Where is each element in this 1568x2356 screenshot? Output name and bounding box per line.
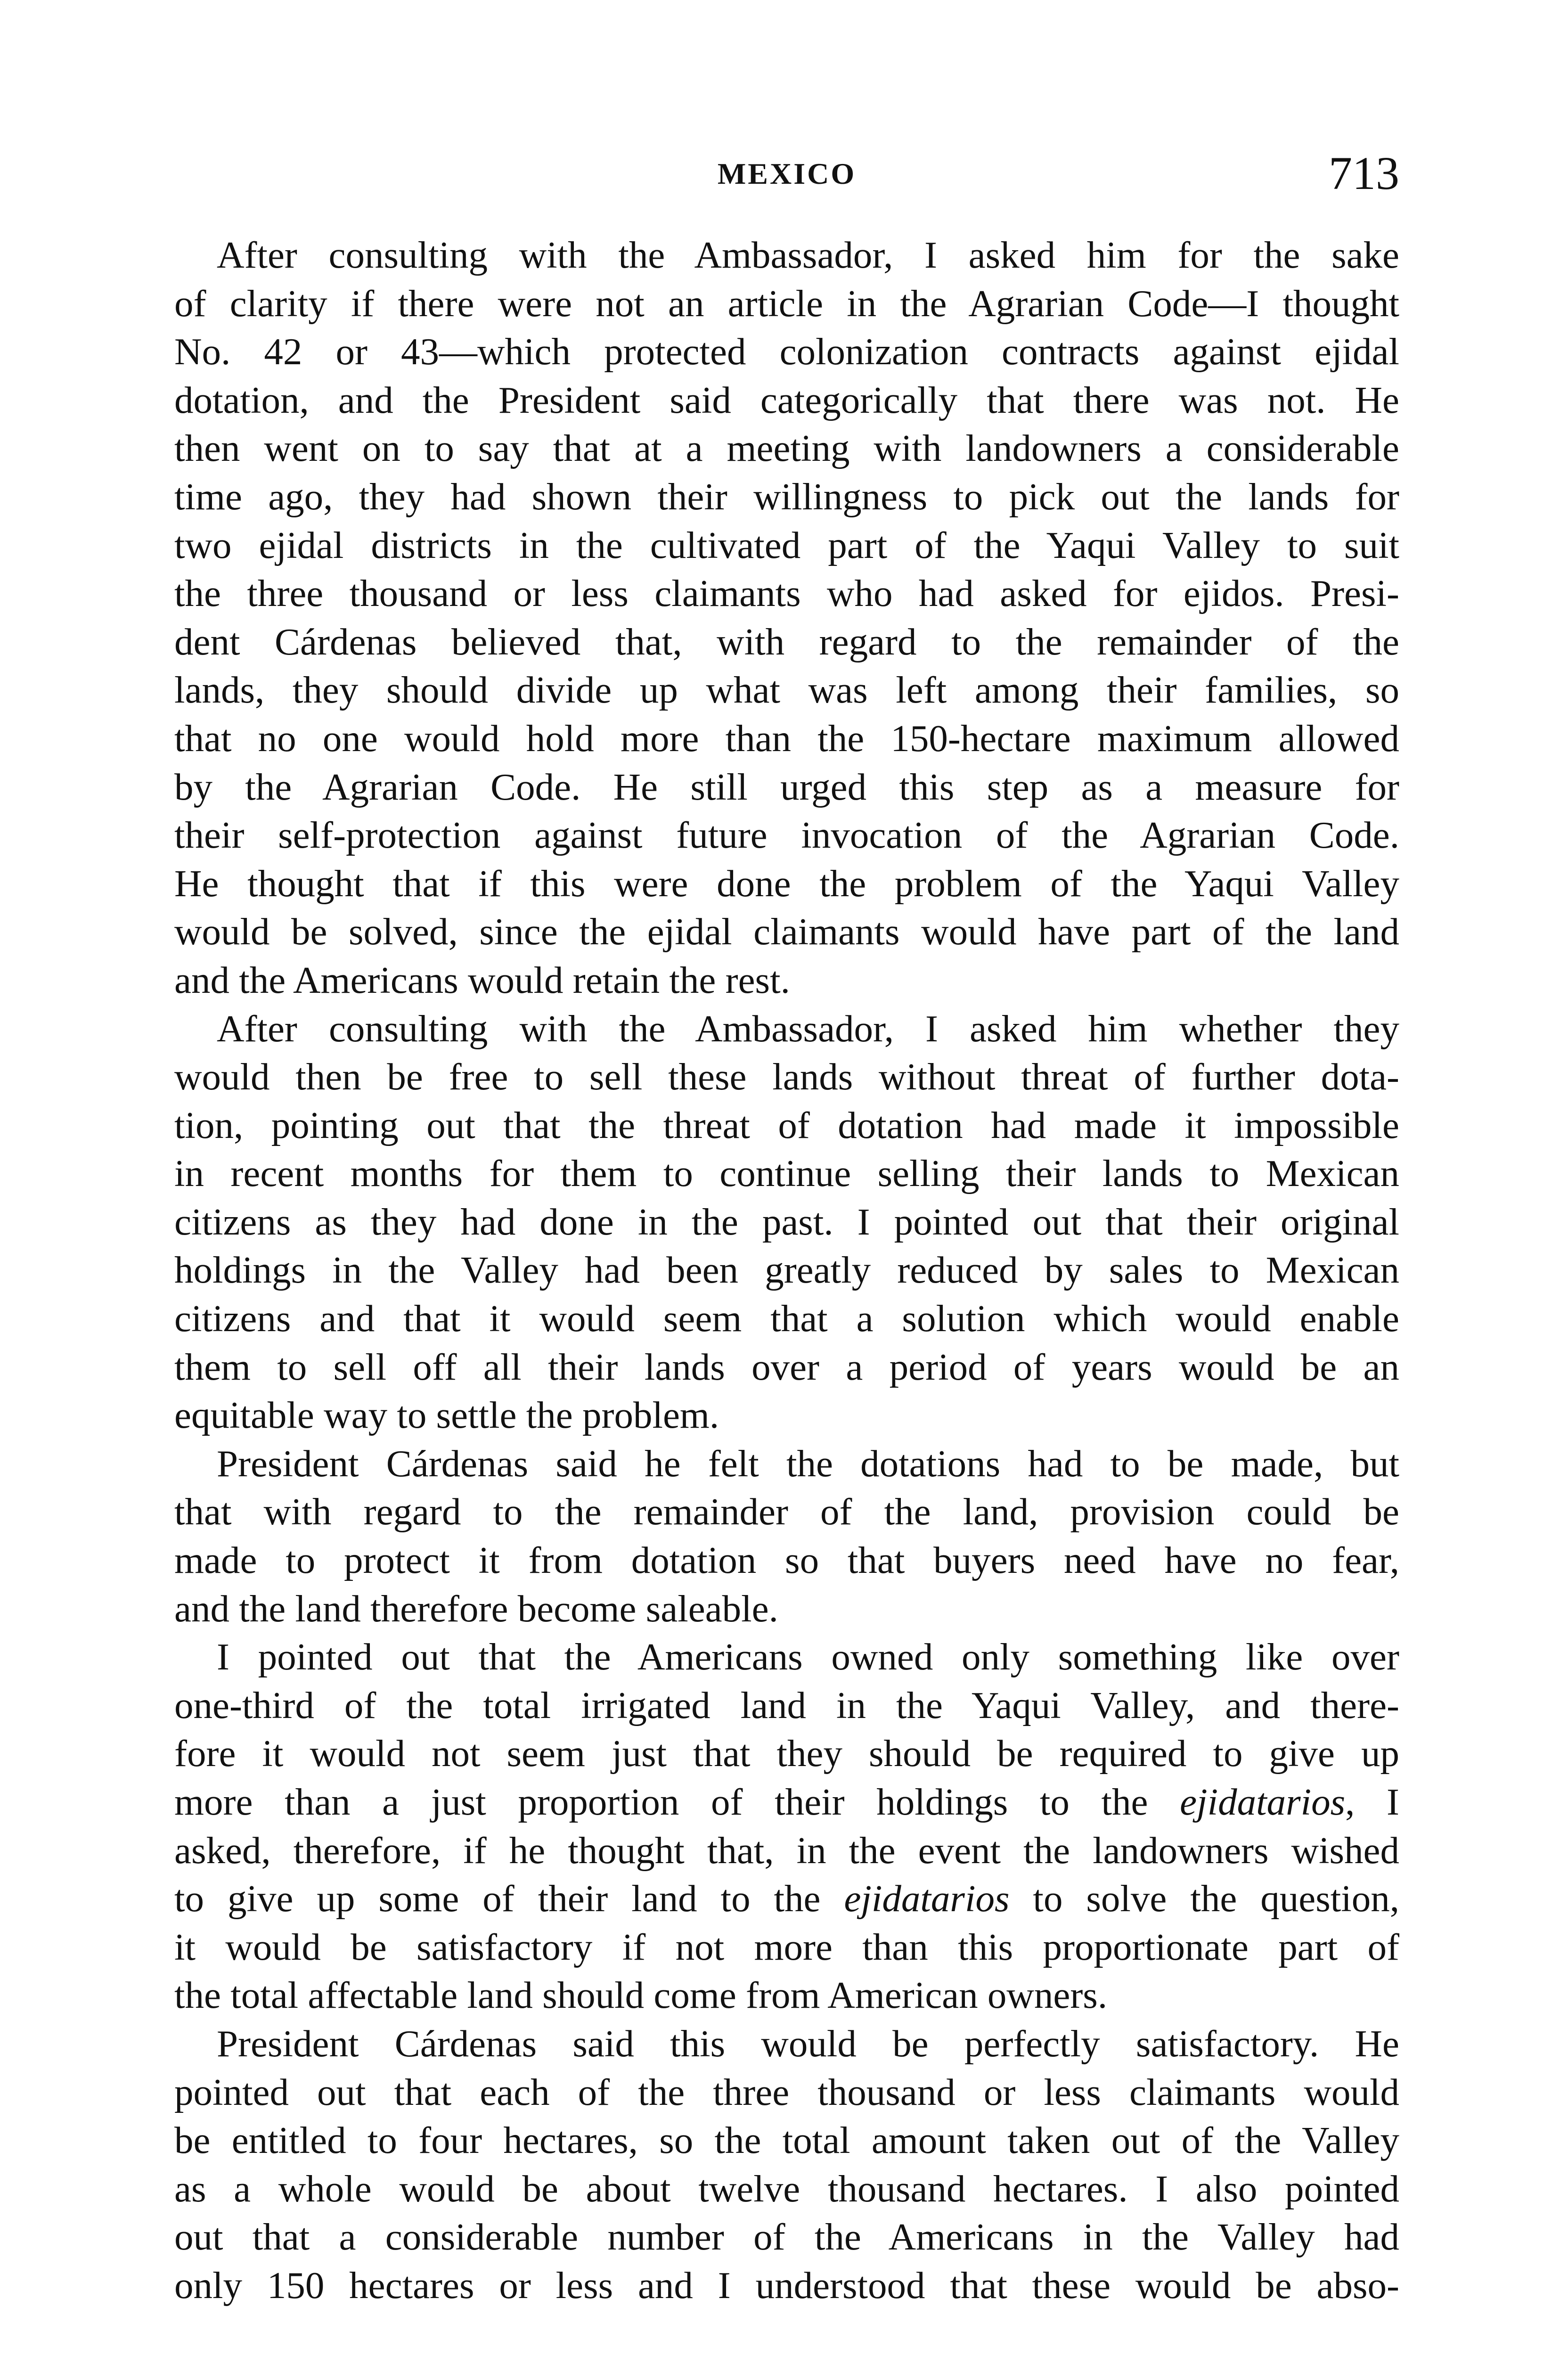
- page-number: 713: [1329, 147, 1399, 199]
- body-text: [174, 231, 1399, 2310]
- text-line: then went on to say that at a meeting with landowners a considerable: [174, 427, 1399, 470]
- text-line: President Cárdenas said this would be perfectly satisfactory. He: [217, 2022, 1399, 2065]
- paragraph-4: [174, 1633, 1399, 2020]
- text-line: equitable way to settle the problem.: [174, 1394, 719, 1437]
- text-line: as a whole would be about twelve thousand hectares. I also pointed: [174, 2167, 1399, 2210]
- text-line: in recent months for them to continue selling their lands to Mexican: [174, 1152, 1399, 1195]
- text-line: After consulting with the Ambassador, I asked him whether they: [217, 1007, 1399, 1050]
- text-line: be entitled to four hectares, so the total amount taken out of the Valley: [174, 2119, 1399, 2162]
- text-line: would be solved, since the ejidal claimants would have part of the land: [174, 910, 1399, 953]
- text-line: only 150 hectares or less and I understood that these would be abso-: [174, 2264, 1399, 2307]
- text-line: the three thousand or less claimants who had asked for ejidos. Presi-: [174, 572, 1399, 615]
- text-line: made to protect it from dotation so that buyers need have no fear,: [174, 1539, 1399, 1582]
- text-run: to give up some of their land to the: [174, 1877, 844, 1920]
- text-line: that no one would hold more than the 150-hectare maximum allowed: [174, 717, 1399, 760]
- text-line: their self-protection against future invocation of the Agrarian Code.: [174, 814, 1399, 857]
- text-line: and the land therefore become saleable.: [174, 1587, 778, 1630]
- text-line: [174, 1874, 1399, 1923]
- text-line: dent Cárdenas believed that, with regard to the remainder of the: [174, 620, 1399, 663]
- italic-term: ejidatarios: [844, 1877, 1010, 1920]
- text-run: , I: [1345, 1781, 1399, 1823]
- text-line: would then be free to sell these lands without threat of further dota-: [174, 1055, 1399, 1098]
- text-line: asked, therefore, if he thought that, in the event the landowners wished: [174, 1829, 1399, 1872]
- text-line: out that a considerable number of the Americans in the Valley had: [174, 2216, 1399, 2258]
- text-run: more than a just proportion of their holdings to the: [174, 1781, 1180, 1823]
- italic-term: ejidatarios: [1180, 1781, 1346, 1823]
- text-line: [174, 1778, 1399, 1826]
- text-line: of clarity if there were not an article in the Agrarian Code—I thought: [174, 282, 1399, 325]
- running-head: [174, 146, 1399, 207]
- text-line: them to sell off all their lands over a period of years would be an: [174, 1345, 1399, 1388]
- text-line: by the Agrarian Code. He still urged this step as a measure for: [174, 765, 1399, 808]
- text-line: that with regard to the remainder of the land, provision could be: [174, 1490, 1399, 1533]
- text-line: I pointed out that the Americans owned only something like over: [217, 1636, 1399, 1678]
- paragraph-5: [174, 2020, 1399, 2310]
- text-line: No. 42 or 43—which protected colonization contracts against ejidal: [174, 330, 1399, 373]
- paragraph-3: [174, 1440, 1399, 1633]
- text-line: and the Americans would retain the rest.: [174, 958, 790, 1001]
- text-line: two ejidal districts in the cultivated part of the Yaqui Valley to suit: [174, 524, 1399, 566]
- text-line: the total affectable land should come from American owners.: [174, 1974, 1108, 2017]
- text-line: citizens as they had done in the past. I pointed out that their original: [174, 1200, 1399, 1243]
- paragraph-1: [174, 231, 1399, 1005]
- text-line: fore it would not seem just that they should be required to give up: [174, 1732, 1399, 1775]
- text-line: one-third of the total irrigated land in the Yaqui Valley, and there-: [174, 1684, 1399, 1726]
- text-line: citizens and that it would seem that a solution which would enable: [174, 1297, 1399, 1340]
- text-line: lands, they should divide up what was left among their families, so: [174, 669, 1399, 712]
- text-line: He thought that if this were done the problem of the Yaqui Valley: [174, 862, 1399, 905]
- text-line: time ago, they had shown their willingness to pick out the lands for: [174, 475, 1399, 518]
- paragraph-2: [174, 1005, 1399, 1440]
- running-title: MEXICO: [717, 157, 857, 190]
- text-line: After consulting with the Ambassador, I asked him for the sake: [217, 234, 1399, 276]
- text-line: pointed out that each of the three thousand or less claimants would: [174, 2070, 1399, 2113]
- text-line: tion, pointing out that the threat of dotation had made it impossible: [174, 1104, 1399, 1146]
- text-line: President Cárdenas said he felt the dotations had to be made, but: [217, 1442, 1399, 1485]
- text-line: dotation, and the President said categorically that there was not. He: [174, 378, 1399, 421]
- text-line: holdings in the Valley had been greatly reduced by sales to Mexican: [174, 1249, 1399, 1292]
- text-line: it would be satisfactory if not more than this proportionate part of: [174, 1925, 1399, 1968]
- text-run: to solve the question,: [1009, 1877, 1400, 1920]
